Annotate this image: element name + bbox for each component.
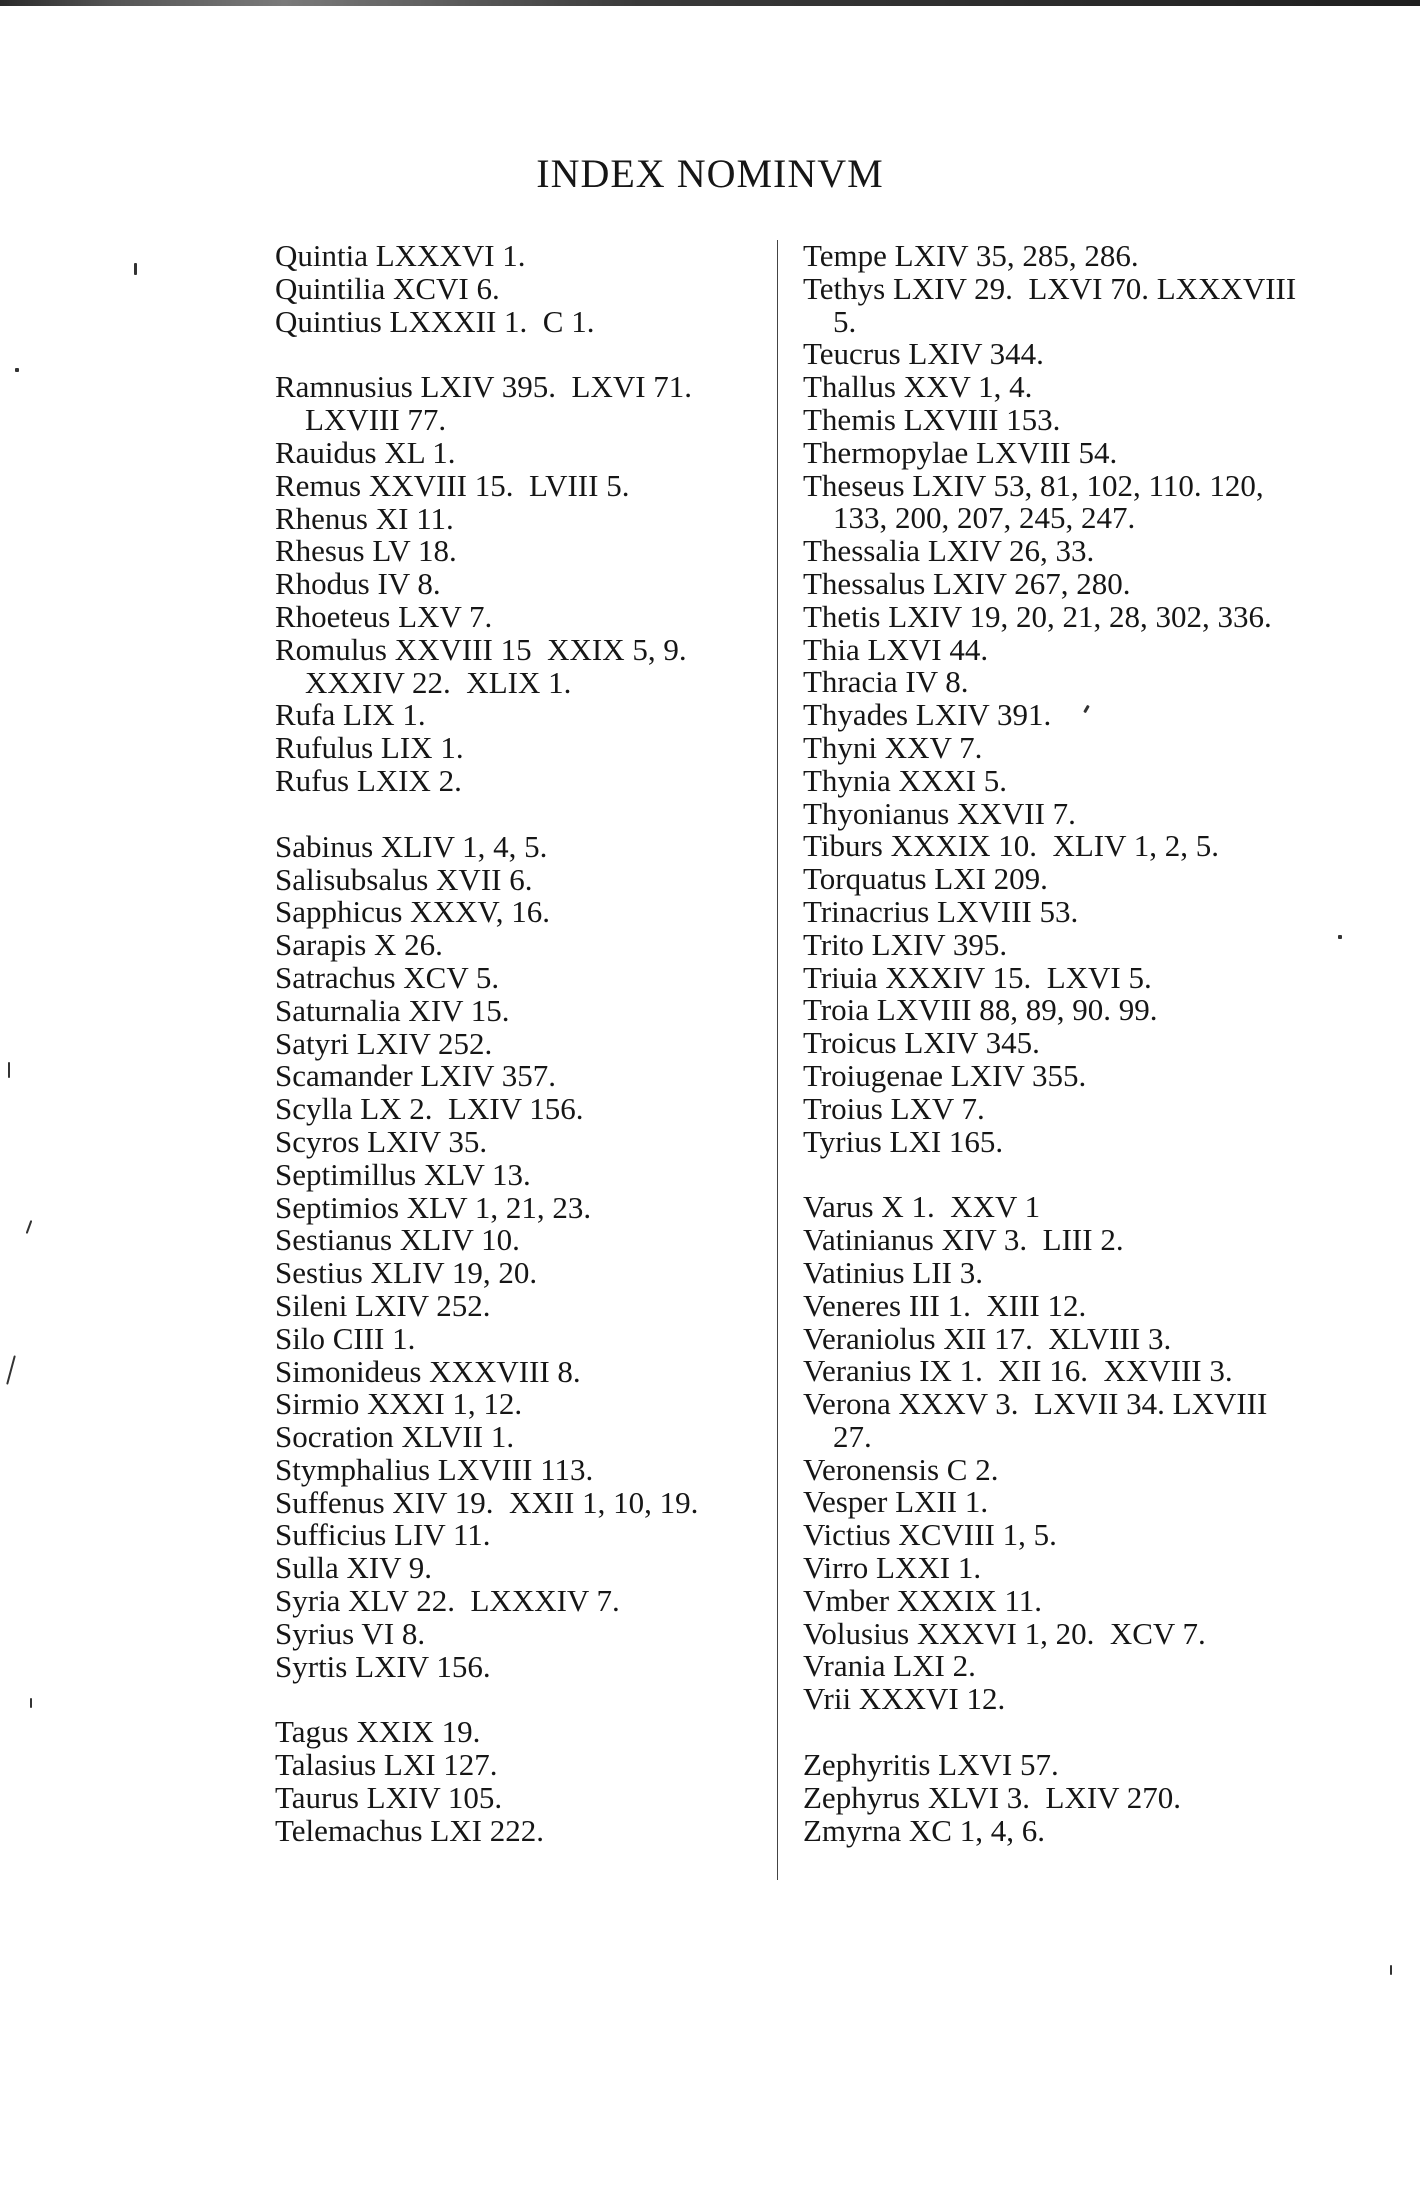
index-entry: Triuia XXXIV 15. LXVI 5.: [803, 959, 1152, 995]
index-entry: Rauidus XL 1.: [275, 434, 456, 470]
index-entry: Quintia LXXXVI 1.: [275, 238, 526, 273]
index-entry: Torquatus LXI 209.: [803, 861, 1048, 897]
index-entry: Thetis LXIV 19, 20, 21, 28, 302, 336.: [803, 598, 1272, 634]
index-entry: Thyni XXV 7.: [803, 729, 983, 765]
index-entry: Thallus XXV 1, 4.: [803, 369, 1033, 405]
index-entry: Satyri LXIV 252.: [275, 1025, 493, 1061]
index-entry: Thracia IV 8.: [803, 664, 969, 700]
index-entry: Victius XCVIII 1, 5.: [803, 1517, 1057, 1553]
index-entry: Zephyritis LXVI 57.: [803, 1747, 1059, 1783]
index-entry: Varus X 1. XXV 1: [803, 1189, 1041, 1225]
index-entry: Sileni LXIV 252.: [275, 1287, 491, 1323]
index-letter-group: [803, 1191, 1303, 1716]
index-entry: Saturnalia XIV 15.: [275, 992, 510, 1028]
index-entry: Stymphalius LXVIII 113.: [275, 1451, 594, 1487]
index-entry: Tempe LXIV 35, 285, 286.: [803, 238, 1139, 273]
index-entry: Thessalus LXIV 267, 280.: [803, 565, 1131, 601]
margin-speck: [1338, 935, 1342, 939]
index-entry: Tiburs XXXIX 10. XLIV 1, 2, 5.: [803, 828, 1219, 864]
index-entry: Sulla XIV 9.: [275, 1550, 433, 1586]
index-entry: Telemachus LXI 222.: [275, 1812, 544, 1848]
index-entry: Verona XXXV 3. LXVII 34. LXVIII 27.: [803, 1386, 1276, 1454]
index-letter-group: [275, 371, 775, 797]
index-entry: Thynia XXXI 5.: [803, 762, 1008, 798]
index-entry: Satrachus XCV 5.: [275, 959, 500, 995]
margin-speck: [30, 1698, 32, 1708]
index-entry: Sufficius LIV 11.: [275, 1517, 491, 1553]
index-letter-group: [275, 828, 775, 1684]
index-entry: Sestianus XLIV 10.: [275, 1222, 520, 1258]
index-entry: Thyonianus XXVII 7.: [803, 795, 1076, 831]
index-entry: Vesper LXII 1.: [803, 1484, 989, 1520]
index-entry: Veneres III 1. XIII 12.: [803, 1287, 1087, 1323]
index-entry: Teucrus LXIV 344.: [803, 336, 1044, 372]
index-entry: Troia LXVIII 88, 89, 90. 99.: [803, 992, 1158, 1028]
index-entry: Virro LXXI 1.: [803, 1550, 982, 1586]
index-column-right: [803, 240, 1303, 1880]
index-entry: Veranius IX 1. XII 16. XXVIII 3.: [803, 1353, 1233, 1389]
index-entry: Salisubsalus XVII 6.: [275, 861, 533, 897]
index-entry: Syrtis LXIV 156.: [275, 1648, 491, 1684]
index-entry: Sarapis X 26.: [275, 927, 443, 963]
index-entry: Tagus XXIX 19.: [275, 1714, 481, 1750]
index-entry: Tyrius LXI 165.: [803, 1123, 1004, 1159]
index-entry: Scamander LXIV 357.: [275, 1058, 556, 1094]
index-entry: Themis LXVIII 153.: [803, 401, 1061, 437]
index-entry: Septimillus XLV 13.: [275, 1156, 531, 1192]
index-entry: Taurus LXIV 105.: [275, 1780, 503, 1816]
margin-speck: [6, 1355, 16, 1384]
index-entry: Zephyrus XLVI 3. LXIV 270.: [803, 1779, 1181, 1815]
margin-speck: [1390, 1965, 1392, 1975]
index-entry: Troius LXV 7.: [803, 1090, 985, 1126]
index-entry: Thia LXVI 44.: [803, 631, 989, 667]
margin-speck: [15, 368, 19, 372]
index-entry: Veraniolus XII 17. XLVIII 3.: [803, 1320, 1172, 1356]
index-letter-group: [275, 240, 775, 338]
index-entry: Socration XLVII 1.: [275, 1419, 515, 1455]
margin-speck: [26, 1220, 33, 1234]
index-column-left: [275, 240, 775, 1881]
index-entry: Vrii XXXVI 12.: [803, 1681, 1006, 1717]
index-entry: Quintilia XCVI 6.: [275, 270, 500, 306]
margin-speck: [8, 1062, 10, 1078]
index-entry: Scylla LX 2. LXIV 156.: [275, 1091, 584, 1127]
index-letter-group: [803, 1749, 1303, 1847]
index-entry: Thyades LXIV 391.: [803, 697, 1052, 733]
column-divider: [777, 240, 778, 1880]
index-entry: Talasius LXI 127.: [275, 1747, 498, 1783]
index-entry: Rufa LIX 1.: [275, 697, 426, 733]
index-entry: Thessalia LXIV 26, 33.: [803, 533, 1095, 569]
page-top-edge: [0, 0, 1420, 6]
index-entry: Rufulus LIX 1.: [275, 730, 464, 766]
index-entry: Septimios XLV 1, 21, 23.: [275, 1189, 592, 1225]
index-entry: Ramnusius LXIV 395. LXVI 71. LXVIII 77.: [275, 369, 708, 438]
index-entry: Sabinus XLIV 1, 4, 5.: [275, 828, 548, 864]
index-entry: Thermopylae LXVIII 54.: [803, 434, 1118, 470]
index-entry: Rhodus IV 8.: [275, 566, 441, 602]
index-entry: Remus XXVIII 15. LVIII 5.: [275, 467, 630, 503]
index-entry: Syrius VI 8.: [275, 1615, 426, 1651]
index-entry: Zmyrna XC 1, 4, 6.: [803, 1812, 1045, 1848]
index-entry: Veronensis C 2.: [803, 1451, 999, 1487]
index-entry: Suffenus XIV 19. XXII 1, 10, 19.: [275, 1484, 699, 1520]
index-entry: Tethys LXIV 29. LXVI 70. LXXXVIII 5.: [803, 270, 1304, 339]
index-entry: Sestius XLIV 19, 20.: [275, 1255, 538, 1291]
index-letter-group: [275, 1716, 775, 1847]
index-entry: Rhenus XI 11.: [275, 500, 454, 536]
index-entry: Volusius XXXVI 1, 20. XCV 7.: [803, 1615, 1206, 1651]
index-entry: Silo CIII 1.: [275, 1320, 416, 1356]
index-entry: Simonideus XXXVIII 8.: [275, 1353, 581, 1389]
index-entry: Rhoeteus LXV 7.: [275, 598, 493, 634]
index-entry: Syria XLV 22. LXXXIV 7.: [275, 1583, 620, 1619]
index-entry: Vmber XXXIX 11.: [803, 1582, 1043, 1618]
index-entry: Vrania LXI 2.: [803, 1648, 976, 1684]
index-entry: Vatinius LII 3.: [803, 1254, 983, 1290]
index-entry: Romulus XXVIII 15 XXIX 5, 9. XXXIV 22. XLIX 1.: [275, 631, 703, 700]
index-entry: Rhesus LV 18.: [275, 533, 457, 569]
index-entry: Quintius LXXXII 1. C 1.: [275, 303, 595, 339]
index-entry: Troicus LXIV 345.: [803, 1025, 1040, 1061]
index-entry: Trinacrius LXVIII 53.: [803, 893, 1079, 929]
index-entry: Troiugenae LXIV 355.: [803, 1057, 1087, 1093]
index-entry: Scyros LXIV 35.: [275, 1123, 488, 1159]
index-entry: Sirmio XXXI 1, 12.: [275, 1386, 523, 1422]
index-letter-group: [803, 240, 1303, 1158]
page-title: INDEX NOMINVM: [536, 151, 884, 196]
index-entry: Sapphicus XXXV, 16.: [275, 894, 550, 930]
index-entry: Theseus LXIV 53, 81, 102, 110. 120, 133, 200, 207, 245, 247.: [803, 467, 1272, 536]
index-entry: Rufus LXIX 2.: [275, 762, 462, 798]
index-entry: Trito LXIV 395.: [803, 926, 1008, 962]
index-entry: Vatinianus XIV 3. LIII 2.: [803, 1222, 1124, 1258]
margin-speck: [134, 263, 137, 275]
